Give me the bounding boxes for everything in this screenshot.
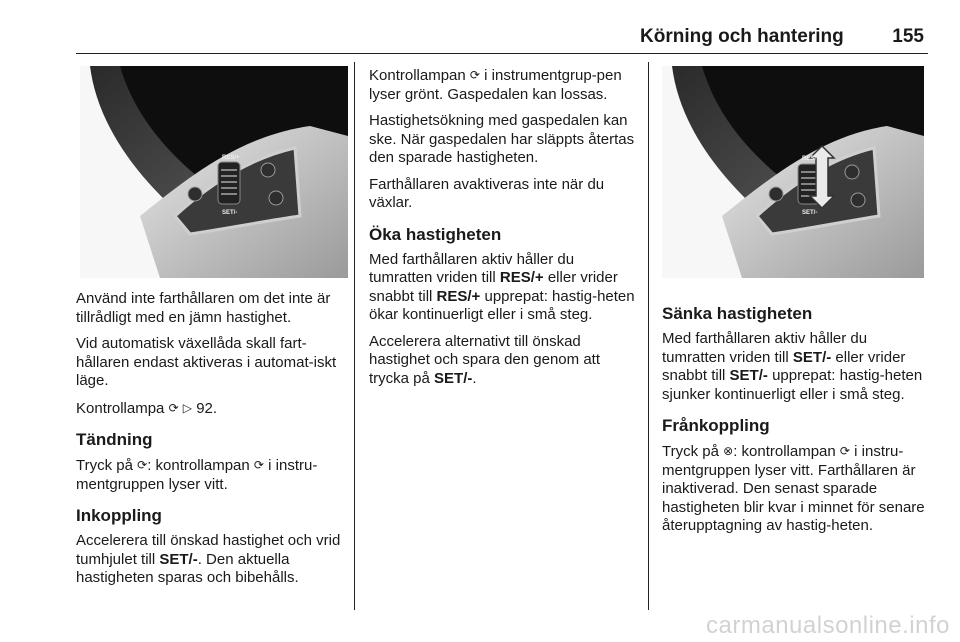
page-header [640, 26, 924, 48]
text: Med farthållaren aktiv håller du tumratten vriden till [369, 250, 575, 286]
column-divider-right [648, 62, 649, 610]
steering-wheel-illustration [80, 66, 348, 278]
page-reference-icon: ▷ [182, 400, 193, 415]
text: Tryck på [662, 443, 719, 460]
text: eller vrider snabbt till [369, 269, 618, 305]
heading-tandning: Tändning [76, 430, 153, 449]
text: . Den aktuella hastigheten sparas och bibehålls. [76, 550, 299, 586]
cruise-control-icon: ⟳ [168, 400, 179, 415]
page-reference: 92. [196, 399, 218, 417]
section-title: Körning och hantering [640, 26, 844, 47]
left-column [76, 290, 346, 596]
text: i instru-mentgruppen lyser vitt. [76, 457, 318, 493]
text: : kontrollampan [147, 457, 250, 474]
text: upprepat: hastig-heten ökar kontinuerligt eller i små steg. [369, 287, 635, 323]
paragraph: Använd inte farthållaren om det inte är tillrådligt med en jämn hastighet. [76, 290, 331, 326]
paragraph [76, 532, 346, 588]
text: Accelerera till önskad hastighet och vrid tumhjulet till [76, 532, 341, 568]
bold-term: SET/- [434, 369, 473, 387]
middle-column [369, 66, 639, 396]
paragraph [76, 456, 346, 494]
cruise-control-icon: ⟳ [839, 444, 850, 458]
set-label: SET/- [802, 210, 818, 216]
cruise-control-icon: ⟳ [253, 458, 264, 472]
paragraph [369, 333, 639, 389]
paragraph: Hastighetsökning med gaspedalen kan ske. När gaspedalen har släppts återtas den sparade hastigheten. [369, 112, 635, 166]
cruise-control-icon: ⟳ [137, 458, 148, 472]
header-rule [76, 53, 928, 54]
text: . [472, 369, 477, 387]
right-column [662, 292, 934, 544]
text: Tryck på [76, 457, 133, 474]
text: Accelerera alternativt till önskad hastighet och spara den genom att trycka på [369, 332, 600, 387]
heading-frankoppling: Frånkoppling [662, 416, 770, 435]
steering-wheel-photo-left [80, 66, 348, 278]
paragraph [369, 251, 639, 325]
cruise-control-icon: ⟳ [469, 68, 480, 82]
text: Kontrollampan [369, 67, 466, 84]
text: Med farthållaren aktiv håller du tumratten vriden till [662, 330, 868, 366]
text: i instrumentgrup-pen lyser grönt. Gaspedalen kan lossas. [369, 67, 622, 103]
paragraph [662, 330, 934, 404]
watermark: carmanualsonline.info [706, 612, 950, 639]
steering-wheel-photo-right [662, 66, 924, 278]
bold-term: SET/- [792, 348, 832, 366]
text: upprepat: hastig-heten sjunker kontinuerligt eller i små steg. [662, 367, 923, 403]
text: eller vrider snabbt till [662, 348, 906, 384]
text: : kontrollampan [733, 443, 836, 460]
paragraph [76, 399, 346, 419]
paragraph [662, 442, 934, 536]
column-divider-left [354, 62, 355, 610]
paragraph [369, 66, 639, 104]
text: i instru-mentgruppen lyser vitt. Farthållaren är inaktiverad. Den senast sparade hastigheten blir kvar i minnet för senare återupptagning av hastig-heten. [662, 443, 925, 534]
res-label: RES/+ [222, 155, 240, 161]
page-number: 155 [892, 26, 924, 47]
cruise-off-icon: ⊗ [723, 444, 734, 458]
res-label: RES/+ [802, 156, 820, 162]
set-label: SET/- [222, 210, 238, 216]
paragraph: Vid automatisk växellåda skall fart-hållaren endast aktiveras i automat-iskt läge. [76, 335, 337, 389]
heading-oka-hastigheten: Öka hastigheten [369, 224, 502, 244]
text: Kontrollampa [76, 399, 165, 417]
steering-wheel-illustration [662, 66, 924, 278]
bold-term: SET/- [729, 367, 768, 384]
paragraph: Farthållaren avaktiveras inte när du växlar. [369, 175, 605, 211]
bold-term: RES/+ [499, 269, 544, 286]
bold-term: RES/+ [436, 287, 481, 305]
heading-sanka-hastigheten: Sänka hastigheten [662, 304, 813, 323]
heading-inkoppling: Inkoppling [76, 506, 162, 525]
bold-term: SET/- [159, 550, 198, 568]
